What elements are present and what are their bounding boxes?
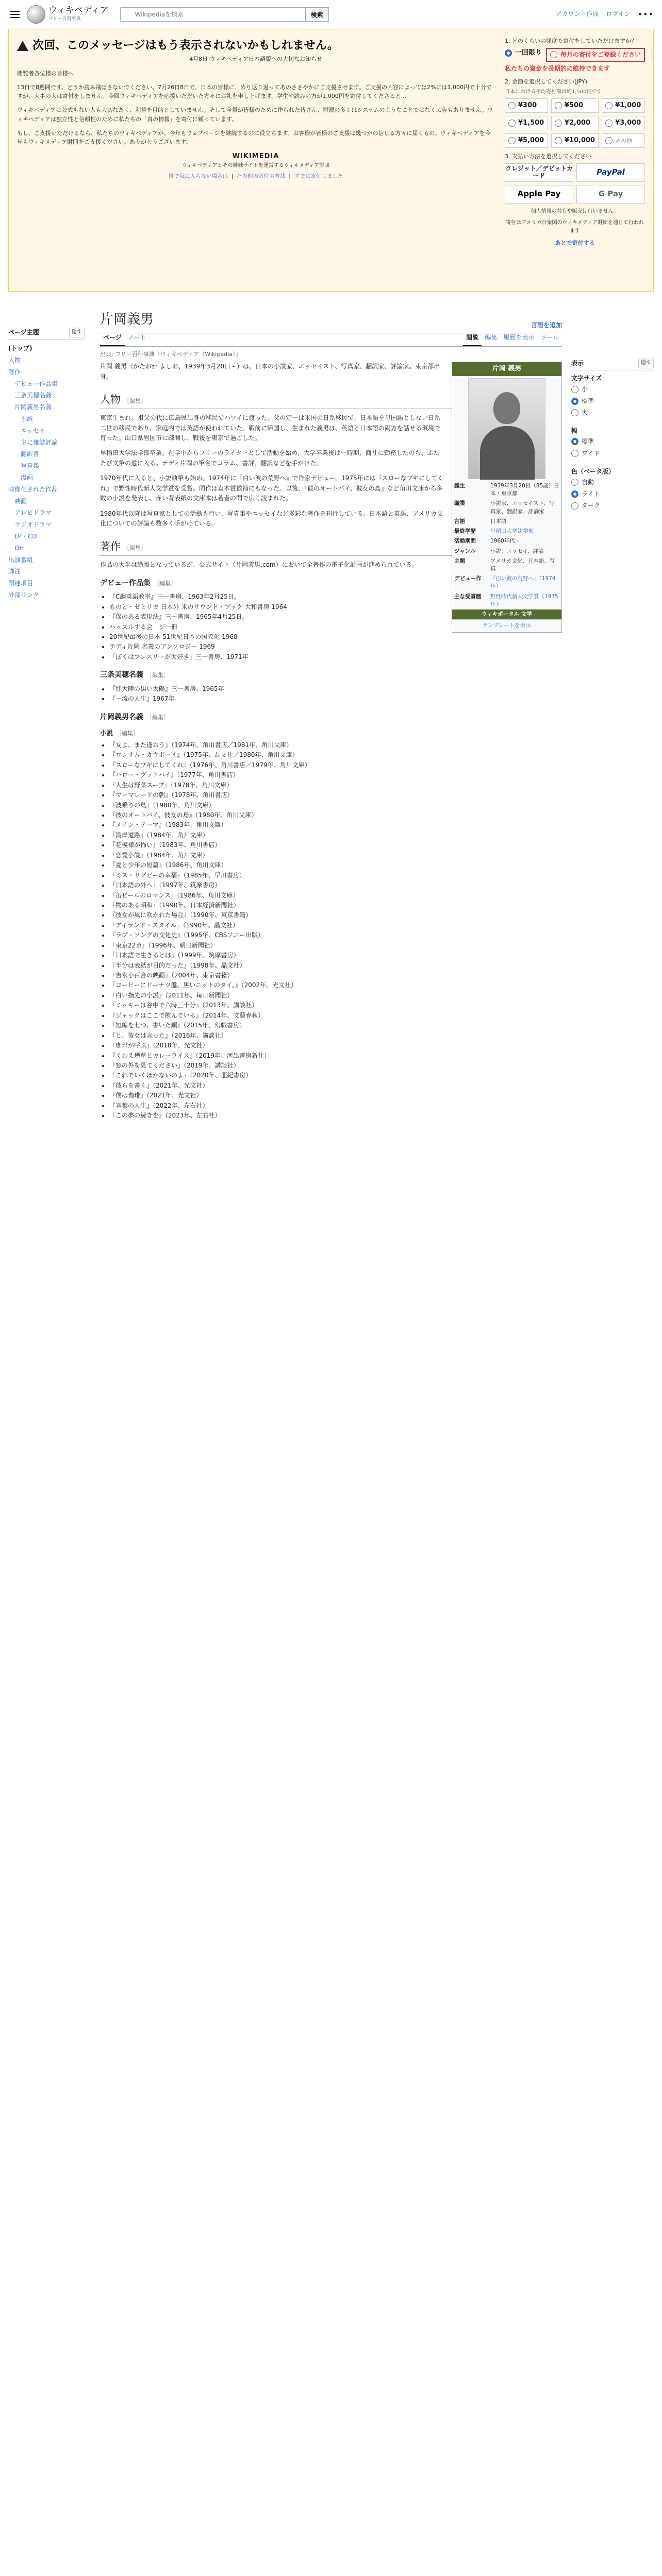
portrait-image[interactable]	[468, 378, 545, 479]
list-item: • 『花模様が怖い』（1983年、角川書店）	[109, 840, 562, 850]
payment-grid	[505, 163, 645, 204]
list-item: • 『半分は表紙が目的だった』（1998年、晶文社）	[109, 961, 562, 971]
toc-item[interactable]: 出演番組	[8, 556, 34, 564]
width-label: 幅	[571, 427, 578, 434]
amount-option[interactable]: ¥300	[505, 98, 548, 113]
toc-hide-button[interactable]: 隠す	[69, 328, 85, 337]
article-paragraph: 早稲田大学法学部卒業。在学中からフリーのライターとして活動を始め、大学卒業後は一時期、商社に勤務したのち、ふたたび文筆の道に入る。テディ片岡の筆名でコラム、書評、翻訳などを手がけた。	[100, 449, 440, 467]
amount-other-input[interactable]: その他	[602, 133, 645, 148]
list-item: • 『僕のある表現法』三一書房、1965年4月25日。	[109, 612, 562, 622]
miho-works-list	[100, 684, 562, 704]
edit-section-link[interactable]: ［編集］	[124, 545, 146, 552]
add-languages-button[interactable]: 言語を追加	[531, 321, 562, 329]
lead-paragraph: 片岡 義男（かたおか よしお、1939年3月20日 - ）は、日本の小説家、エッセイスト、写真家、翻訳家、評論家。東京都出身。	[100, 363, 440, 380]
list-item: • 『ミッキーは谷中で六時三十分』（2013年、講談社）	[109, 1001, 562, 1010]
list-item: • 『日本語の外へ』（1997年、筑摩書房）	[109, 880, 562, 890]
toc-item[interactable]: 映画	[14, 497, 27, 505]
list-item: • 『コーヒーにドーナツ盤、黒いニットのタイ。』（2002年、光文社）	[109, 980, 562, 990]
payment-note: 寄付はアメリカ合衆国のウィキメディア財団を通じて行われます	[506, 219, 644, 234]
banner-links: 後で気に入らない場合は | その他の寄付の方法 | すでに寄付しました	[168, 173, 343, 180]
amount-option[interactable]: ¥2,000	[551, 116, 599, 130]
section-heading-novels: 小説 ［編集］	[100, 728, 139, 737]
toc-item[interactable]: LP・CD	[14, 532, 37, 540]
list-item: • 『夏と少年の短篇』（1986年、角川文庫）	[109, 860, 562, 870]
list-item: • 『吉永小百合の映画』（2004年、東京書籍）	[109, 971, 562, 980]
frequency-step-label: 1. どのくらいの頻度で寄付をしていただけますか？	[505, 38, 637, 44]
toc-item[interactable]: 漫画	[21, 473, 34, 481]
payment-note: 個人情報の共有や販売は行いません。	[531, 208, 619, 214]
toc-item[interactable]: 片岡義男名義	[14, 403, 52, 411]
toc-item[interactable]: 主に雑誌評論	[21, 438, 58, 446]
list-item: • 『人生は野菜スープ』（1978年、角川文庫）	[109, 781, 562, 790]
list-item: • 『これでいくほかないのよ』（2020年、亜紀書房）	[109, 1071, 562, 1080]
banner-heading: 次回、このメッセージはもう表示されないかもしれません。	[17, 37, 494, 55]
list-item: • 20世紀最後の日本 51世紀日本の国際化 1968	[109, 632, 562, 642]
infobox-template-link[interactable]: テンプレートを表示	[452, 619, 561, 632]
toc-item[interactable]: エッセイ	[21, 427, 45, 434]
list-item: • 『恋愛小説』（1984年、角川文庫）	[109, 851, 562, 860]
search-input[interactable]	[120, 7, 306, 22]
section-heading-miho: 三条美穂名義 ［編集］	[100, 671, 169, 680]
toc-item[interactable]: 映像化された作品	[8, 485, 58, 493]
list-item: • 『缶ビールのロマンス』（1986年、角川文庫）	[109, 891, 562, 901]
toc-item[interactable]: 人物	[8, 356, 21, 364]
list-item: • 『短編を七つ、書いた順』（2015年、幻戯書房）	[109, 1021, 562, 1030]
pay-gpay-button[interactable]: G Pay	[576, 185, 645, 204]
text-size-large[interactable]: 大	[571, 407, 654, 419]
article	[85, 309, 571, 1123]
list-item: • 『この夢の続きを』（2023年、左右社）	[109, 1111, 562, 1121]
list-item: • 『友よ、また逢おう』（1974年、角川書店／1981年、角川文庫）	[109, 740, 562, 750]
search-box	[120, 7, 329, 22]
article-paragraph: 1970年代に入ると、小説執筆も始め、1974年に『白い波の荒野へ』で作家デビュー。1975年には『スローなブギにしてくれ』で野性時代新人文学賞を受賞。同作は直木賞候補にもなった。以後、『彼のオートバイ、彼女の島』など角川文庫から多数の小説を発表し、赤い背表紙の文庫本は若者の間で広く読まれた。	[100, 474, 444, 502]
tab-edit[interactable]: 編集	[485, 334, 498, 342]
edit-section-link[interactable]: ［編集］	[154, 580, 176, 587]
banner-subheading: 4月8日 ウィキペディア日本語版への大切なお知らせ	[189, 56, 322, 63]
color-dark[interactable]: ダーク	[571, 500, 654, 512]
search-button[interactable]: 検索	[305, 7, 329, 22]
banner-greeting: 閲覧者各位様の皆様へ	[17, 70, 74, 77]
user-links	[555, 8, 654, 21]
monthly-note: 私たちの資金を長期的に維持できます	[505, 65, 610, 73]
color-light[interactable]: ライト	[571, 488, 654, 500]
tab-talk[interactable]: ノート	[127, 334, 146, 342]
edit-section-link[interactable]: ［編集］	[124, 398, 146, 405]
radio-icon	[505, 49, 512, 57]
site-logo[interactable]	[27, 5, 109, 24]
list-item: • 『湾岸道路』（1984年、角川文庫）	[109, 831, 562, 840]
list-item: • 『スローなブギにしてくれ』（1976年、角川書店／1979年、角川文庫）	[109, 760, 562, 770]
banner-paragraph: ウィキペディアは公式もない人も大切なたく、利益を目的としていません。そして全員が皆様のために作られた皆さん、財源の多くはシステムのようなことではなく広告もありません。ウィキペディアは独立性と信頼性のために私たちの「真の情報」を寄付に頼っています。	[17, 107, 493, 123]
section-heading-person: 人物 ［編集］	[100, 391, 562, 409]
page-tabs	[100, 333, 562, 347]
toc-item[interactable]: 三条美穂名義	[14, 392, 52, 399]
toc-item[interactable]: 写真集	[21, 462, 40, 470]
list-item: • 『日本語で生きるとは』（1999年、筑摩書房）	[109, 951, 562, 960]
list-item: • 『彼女が風に吹かれた場合』（1990年、東京書籍）	[109, 910, 562, 920]
list-item: • ハッスルする会 ジ一冊	[109, 622, 562, 632]
list-item: • 『C調英語教室』三一書房、1963年2月25日。	[109, 592, 562, 602]
toc-item[interactable]: ラジオドラマ	[14, 521, 52, 529]
amount-step-label: 2. 金額を選択してください(JPY)	[505, 78, 587, 85]
section-heading-kataoka: 片岡義男名義 ［編集］	[100, 713, 169, 721]
list-item: • 『窓の外を見てください』（2019年、講談社）	[109, 1061, 562, 1071]
text-size-label: 文字サイズ	[571, 375, 602, 382]
donation-form	[505, 37, 645, 286]
menu-icon[interactable]	[8, 9, 22, 20]
edit-section-link[interactable]: ［編集］	[146, 714, 169, 721]
list-item: • 「ぼくはプレスリーが大好き」三一書房、1971年	[109, 652, 562, 662]
toc-item[interactable]: 小説	[21, 415, 34, 422]
tab-history[interactable]: 履歴を表示	[503, 334, 535, 342]
color-auto[interactable]: 自動	[571, 477, 654, 488]
infobox-portal[interactable]: ウィキポータル 文学	[452, 609, 561, 619]
section-heading-works: 著作 ［編集］	[100, 538, 562, 556]
novels-list	[100, 740, 562, 1121]
list-item: • 『物のある昭和』（1990年、日本経済新聞社）	[109, 901, 562, 910]
toc-item[interactable]: テレビドラマ	[14, 509, 52, 517]
amount-step-note: 日本における平均寄付額は約1,500円です	[505, 89, 602, 95]
page-title: 片岡義男	[100, 312, 154, 327]
wikimedia-tagline: ウィキペディアとその姉妹サイトを運営するウィキメディア財団	[181, 163, 330, 169]
toc-item[interactable]: 外部リンク	[8, 591, 39, 599]
table-of-contents	[8, 309, 85, 1123]
list-item: • 『白い指先の小説』（2011年、毎日新聞社）	[109, 991, 562, 1001]
list-item: • 『ハロー・グッドバイ』（1977年、角川書店）	[109, 770, 562, 780]
toc-item[interactable]: デビュー作品集	[14, 380, 58, 387]
amount-option[interactable]: ¥3,000	[602, 116, 645, 130]
list-item: • 『一流の人生』1967年	[109, 694, 562, 704]
tab-tools[interactable]: ツール	[540, 334, 559, 342]
toc-item[interactable]: (トップ)	[8, 345, 32, 352]
toc-item[interactable]: 脚注	[8, 568, 21, 575]
article-source-note: 出典: フリー百科事典『ウィキペディア（Wikipedia）』	[100, 350, 241, 358]
appearance-header: 表示 隠す	[571, 359, 654, 370]
list-item: • 『アイランド・スタイル』（1990年、晶文社）	[109, 921, 562, 930]
amount-option[interactable]: ¥10,000	[551, 133, 599, 148]
already-donated-link[interactable]: すでに寄付しました	[294, 173, 343, 180]
appearance-panel	[571, 309, 654, 1123]
article-paragraph: 東京生まれ。祖父の代に広島県出身の移民でハワイに渡った。父の定一は米国の日系移民で、日本語を母国語としない日系二世の移民であり、家庭内では英語が使われていた。戦前に帰国し、生まれた義男は、英語と日本語の両方を話せる環境で育った。山口県岩国市に疎開し、戦後を東京で過ごした。	[100, 414, 441, 442]
edit-section-link[interactable]: ［編集］	[116, 730, 139, 737]
donate-later-link[interactable]: あとで寄付する	[555, 239, 595, 246]
toc-item[interactable]: 関連項目	[8, 580, 34, 587]
amount-option[interactable]: ¥1,000	[602, 98, 645, 113]
login-link[interactable]: ログイン	[606, 10, 631, 18]
tab-page[interactable]: ページ	[100, 333, 125, 346]
payment-step-label: 3. 支払い方法を選択してください	[505, 153, 591, 160]
frequency-once-option[interactable]: 一回限り	[505, 48, 542, 59]
amount-option[interactable]: ¥1,500	[505, 116, 548, 130]
toc-item[interactable]: 翻訳書	[21, 450, 40, 458]
amount-option[interactable]: ¥500	[551, 98, 599, 113]
edit-section-link[interactable]: ［編集］	[146, 672, 169, 679]
fundraising-banner	[8, 29, 654, 292]
banner-paragraph: もし、ご支援いただけるなら、私たちのウィキペディアが、今年もウェブページを継続するのに役立ちます。お客様が皆様のご支援は幾つかの信じる方々に届くもの。ウィキペディアを今年もウィキメディア財団をご支援ください。ありがとうございます。	[17, 129, 491, 145]
list-item: • 『僕は珈琲』（2021年、光文社）	[109, 1091, 562, 1100]
text-size-small[interactable]: 小	[571, 383, 654, 395]
create-account-link[interactable]: アカウント作成	[555, 10, 599, 18]
list-item: • ものと・ゼミリカ 日本外 米のサウンド・ブック 大和書房 1964	[109, 602, 562, 612]
list-item: • 『ジャックはここで飲んでいる』（2014年、文藝春秋）	[109, 1011, 562, 1021]
toc-item[interactable]: 著作	[8, 368, 21, 376]
color-label: 色（ベータ版）	[571, 467, 615, 475]
site-name: ウィキペディア	[48, 5, 109, 16]
list-item: • 『彼らを書く』（2021年、光文社）	[109, 1081, 562, 1091]
maybe-later-link[interactable]: 後で気に入らない場合は	[168, 173, 228, 180]
amount-grid	[505, 98, 645, 148]
list-item: • 『彼のオートバイ、彼女の島』（1980年、角川文庫）	[109, 810, 562, 820]
frequency-monthly-option[interactable]: 毎月の寄付をご登録ください	[546, 48, 645, 62]
list-item: • 『ロンサム・カウボーイ』（1975年、晶文社／1980年、角川文庫）	[109, 750, 562, 760]
toc-header: ページ主題 隠す	[8, 328, 85, 340]
list-item: • 『ラブ・ソングの文化史』（1995年、CBSソニー出版）	[109, 930, 562, 940]
toc-item[interactable]: DH	[14, 544, 24, 552]
other-ways-link[interactable]: その他の寄付の方法	[237, 173, 286, 180]
list-item: • 『言葉の人生』（2022年、左右社）	[109, 1101, 562, 1111]
infobox-title: 片岡 義男	[452, 362, 561, 376]
list-item: • 『波乗りの島』（1980年、角川文庫）	[109, 801, 562, 810]
article-paragraph: 1980年代以降は写真家としての活動も行い、写真集やエッセイなど多彩な著作を刊行している。日本語と英語、アメリカ文化についての評論も数多く手がけている。	[100, 510, 443, 527]
site-tagline: フリー百科事典	[48, 16, 81, 22]
text-size-standard[interactable]: 標準	[571, 395, 654, 407]
list-item: • 『マーマレードの朝』（1978年、角川書店）	[109, 790, 562, 800]
pay-card-button[interactable]: クレジット／デビットカード	[505, 163, 573, 182]
more-options-icon[interactable]: •••	[637, 9, 654, 20]
appearance-hide-button[interactable]: 隠す	[638, 359, 654, 368]
section-heading-debut: デビュー作品集 ［編集］	[100, 579, 176, 587]
list-item: • 『東京22章』（1996年、朝日新聞社）	[109, 941, 562, 951]
warning-icon	[17, 41, 28, 51]
infobox: 片岡 義男 誕生 1939年3月20日（85歳）日本・東京都 職業 小説家、エッセイスト、写真家、翻訳家、評論家 言語 日本語 最終学歴 早稲田大学法学部 活動期間 1960年代 - ジャンル 小説、エッセイ、評論 主題 アメリカ文化、日本語、写真 デビュー作 『白い波の荒野へ』（1974年） 主な受賞歴 野性時代新人文学賞（1975年） ウィキポータル 文学 テンプレートを表示	[452, 362, 562, 632]
width-standard[interactable]: 標準	[571, 436, 654, 448]
article-paragraph: 作品の大半は絶版となっているが、公式サイト（片岡義男.com）において全著作の電子化計画が進められている。	[100, 561, 418, 569]
wikimedia-logo: WIKIMEDIA	[232, 152, 279, 160]
list-item: • 『メイン・テーマ』（1983年、角川文庫）	[109, 820, 562, 830]
list-item: • 『珈琲が呼ぶ』（2018年、光文社）	[109, 1041, 562, 1050]
wikipedia-globe-icon	[27, 5, 45, 24]
width-wide[interactable]: ワイド	[571, 448, 654, 460]
list-item: • テディ片岡 名義のアンソロジー 1969	[109, 642, 562, 652]
list-item: • 『ミス・リグビーの幸福』（1985年、早川書房）	[109, 871, 562, 880]
tab-read[interactable]: 閲覧	[463, 333, 482, 346]
list-item: • 『と、彼女は言った』（2016年、講談社）	[109, 1031, 562, 1041]
amount-option[interactable]: ¥5,000	[505, 133, 548, 148]
site-header	[0, 0, 662, 29]
radio-icon	[550, 51, 557, 58]
banner-paragraph: 13日で8週間です。どうか読み飛ばさないでください。7月26日8日で、日本の皆様に、めり返り返ってあのささやかにご支援させます。ご支援の内容によっては2%には1,000円で十分ですが、大半の人は寄付をしません。今回ウィキペディアを応援いただいた方々にお礼を申し上げます。学生や読みの方が1,000円を寄付してくださると...	[17, 84, 492, 100]
pay-paypal-button[interactable]: PayPal	[576, 163, 645, 182]
list-item: • 『紅大陸の黒い太陽』三一書房、1965年	[109, 684, 562, 694]
pay-apple-button[interactable]: Apple Pay	[505, 185, 573, 204]
list-item: • 『くわえ煙草とカレーライス』（2019年、河出書房新社）	[109, 1051, 562, 1061]
